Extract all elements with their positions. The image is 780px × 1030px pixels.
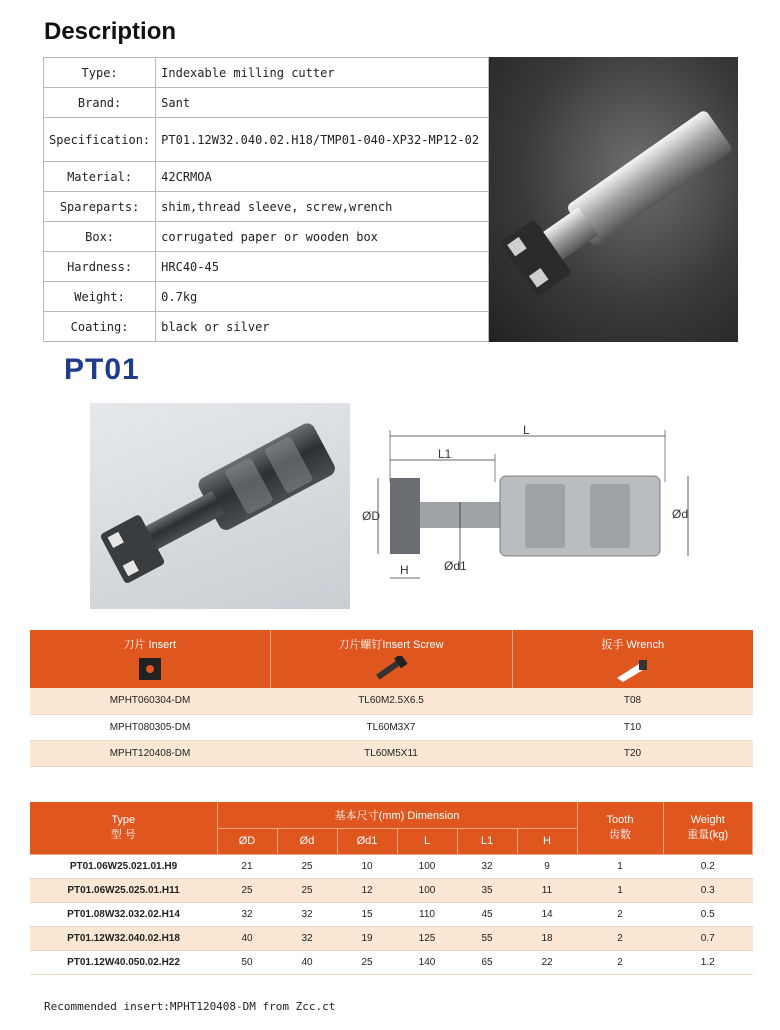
table-row: MPHT120408-DM TL60M5X11 T20 [30, 740, 753, 766]
dim-L1-label: L1 [438, 447, 452, 461]
wrench-header-cell [512, 630, 753, 688]
table-row: PT01.08W32.032.02.H14 32 32 15 110 45 14 2 0.5 [30, 902, 753, 926]
col-header: Ød1 [337, 828, 397, 854]
table-row: MPHT060304-DM TL60M2.5X6.5 T08 [30, 688, 753, 714]
spec-value: Indexable milling cutter [156, 58, 489, 88]
dimension-table [30, 802, 753, 975]
screw-header-cell [270, 630, 512, 688]
spec-row [44, 252, 489, 282]
insert-header-cell [30, 630, 270, 688]
page-title: Description [44, 18, 177, 45]
insert-table [30, 630, 753, 767]
col-header: ØD [217, 828, 277, 854]
col-header: L [397, 828, 457, 854]
insert-header: 刀片 Insert [123, 639, 177, 651]
spec-value: shim,thread sleeve, screw,wrench [156, 192, 489, 222]
series-title: PT01 [64, 353, 140, 386]
table-row: PT01.06W25.025.01.H11 25 25 12 100 35 11 1 0.3 [30, 878, 753, 902]
spec-key: Type: [44, 58, 156, 88]
table-row: PT01.06W25.021.01.H9 21 25 10 100 32 9 1 0.2 [30, 854, 753, 878]
dim-L-label: L [523, 423, 530, 437]
spec-key: Weight: [44, 282, 156, 312]
spec-value: 0.7kg [156, 282, 489, 312]
col-header: H [517, 828, 577, 854]
dim-d1-label: Ød1 [444, 559, 467, 573]
screw-icon [371, 656, 411, 680]
spec-key: Brand: [44, 88, 156, 118]
spec-value: black or silver [156, 312, 489, 342]
spec-key: Coating: [44, 312, 156, 342]
spec-row [44, 222, 489, 252]
spec-row [44, 162, 489, 192]
spec-row [44, 282, 489, 312]
screw-header: 刀片螺钉Insert Screw [338, 639, 444, 651]
dimension-header: 基本尺寸(mm) Dimension [217, 802, 577, 828]
tooth-header: Tooth 齿数 [577, 802, 663, 854]
weight-header: Weight 重量(kg) [663, 802, 753, 854]
col-header: Ød [277, 828, 337, 854]
cutter-3d-render [90, 403, 350, 609]
dim-H-label: H [400, 563, 409, 577]
product-photo [489, 57, 738, 342]
table-row: PT01.12W32.040.02.H18 40 32 19 125 55 18 2 0.7 [30, 926, 753, 950]
spec-value: 42CRMOA [156, 162, 489, 192]
footer-note: Recommended insert:MPHT120408-DM from Zcc.ct [44, 1000, 336, 1013]
spec-row [44, 58, 489, 88]
spec-value: HRC40-45 [156, 252, 489, 282]
col-header: L1 [457, 828, 517, 854]
spec-row [44, 192, 489, 222]
spec-key: Material: [44, 162, 156, 192]
dim-d-label: Ød [672, 507, 689, 521]
spec-value: Sant [156, 88, 489, 118]
spec-table [43, 57, 489, 342]
spec-row [44, 118, 489, 162]
dim-D-label: ØD [362, 509, 380, 523]
type-header: Type 型 号 [30, 802, 217, 854]
spec-value: PT01.12W32.040.02.H18/TMP01-040-XP32-MP12-02 [156, 118, 489, 162]
table-row: PT01.12W40.050.02.H22 50 40 25 140 65 22 2 1.2 [30, 950, 753, 974]
wrench-header: 扳手 Wrench [601, 639, 665, 651]
wrench-icon [613, 656, 653, 684]
spec-row [44, 312, 489, 342]
insert-icon [137, 656, 163, 682]
spec-row [44, 88, 489, 118]
spec-key: Box: [44, 222, 156, 252]
spec-value: corrugated paper or wooden box [156, 222, 489, 252]
technical-drawing [360, 420, 700, 590]
spec-key: Spareparts: [44, 192, 156, 222]
spec-key: Hardness: [44, 252, 156, 282]
spec-key: Specification: [44, 118, 156, 162]
table-row: MPHT080305-DM TL60M3X7 T10 [30, 714, 753, 740]
